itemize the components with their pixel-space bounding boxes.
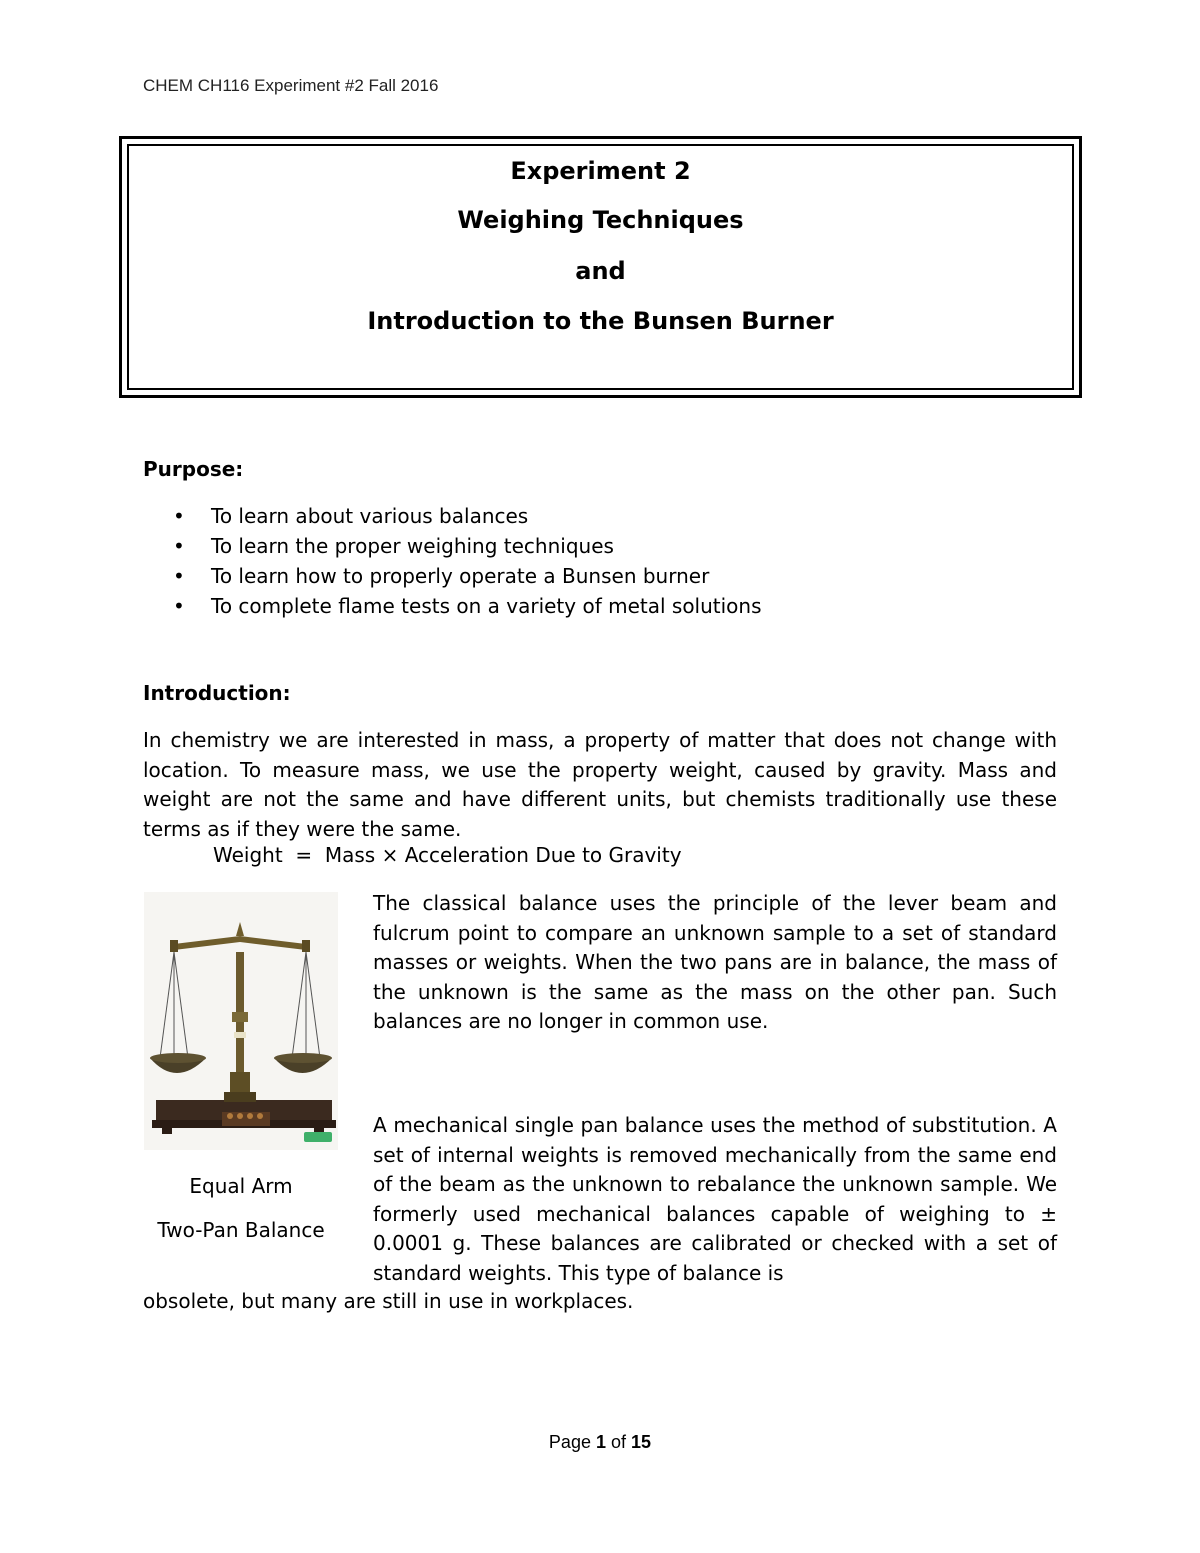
classical-balance-paragraph: The classical balance uses the principle of the lever beam and fulcrum point to compare an unknown sample to a set of standard masses or weights. When the two pans are in balance, the mass of the unknown is the same as the mass on the other pan. Such balances are no longer in common use. [373, 891, 1057, 1034]
experiment-title: Weighing Techniques [457, 206, 744, 234]
mechanical-balance-paragraph-end: obsolete, but many are still in use in workplaces. [143, 1289, 634, 1313]
list-item [143, 531, 762, 561]
list-item-text: To learn the proper weighing techniques [211, 534, 614, 558]
list-item-text: To learn about various balances [211, 504, 529, 528]
page-label: Page [548, 1432, 591, 1452]
current-page-number: 1 [595, 1432, 606, 1452]
purpose-heading: Purpose: [143, 457, 244, 481]
bullet-icon: • [173, 504, 185, 528]
balance-photo [144, 892, 338, 1150]
list-item [143, 501, 762, 531]
experiment-subtitle: Introduction to the Bunsen Burner [367, 307, 834, 335]
list-item-text: To complete flame tests on a variety of metal solutions [211, 594, 762, 618]
bullet-icon: • [173, 534, 185, 558]
total-pages-number: 15 [631, 1432, 652, 1452]
list-item-text: To learn how to properly operate a Bunsen burner [211, 564, 710, 588]
title-box [119, 136, 1082, 398]
experiment-number: Experiment 2 [510, 157, 691, 185]
purpose-list [143, 501, 762, 621]
figure-caption-line2: Two-Pan Balance [157, 1218, 325, 1242]
of-label: of [611, 1432, 627, 1452]
bullet-icon: • [173, 594, 185, 618]
introduction-paragraph: In chemistry we are interested in mass, a property of matter that does not change with location. To measure mass, we use the property weight, caused by gravity. Mass and weight are not the same and have different units, but chemists traditionally use these terms as if they were the same. [143, 728, 1057, 841]
two-pan-balance-illustration [144, 892, 338, 1150]
mechanical-balance-paragraph: A mechanical single pan balance uses the method of substitution. A set of internal weights is removed mechanically from the same end of the beam as the unknown to rebalance the unknown sample. We formerly used mechanical balances capable of weighing to ± 0.0001 g. These balances are calibrated or checked with a set of standard weights. This type of balance is [373, 1113, 1057, 1285]
page-footer [0, 1432, 1200, 1453]
introduction-heading: Introduction: [143, 681, 291, 705]
list-item [143, 561, 762, 591]
weight-formula: Weight = Mass × Acceleration Due to Gravity [213, 843, 682, 867]
list-item [143, 591, 762, 621]
bullet-icon: • [173, 564, 185, 588]
title-conjunction: and [575, 257, 626, 285]
running-header: CHEM CH116 Experiment #2 Fall 2016 [143, 76, 439, 95]
figure-caption-line1: Equal Arm [189, 1174, 293, 1198]
title-box-inner [127, 144, 1074, 390]
